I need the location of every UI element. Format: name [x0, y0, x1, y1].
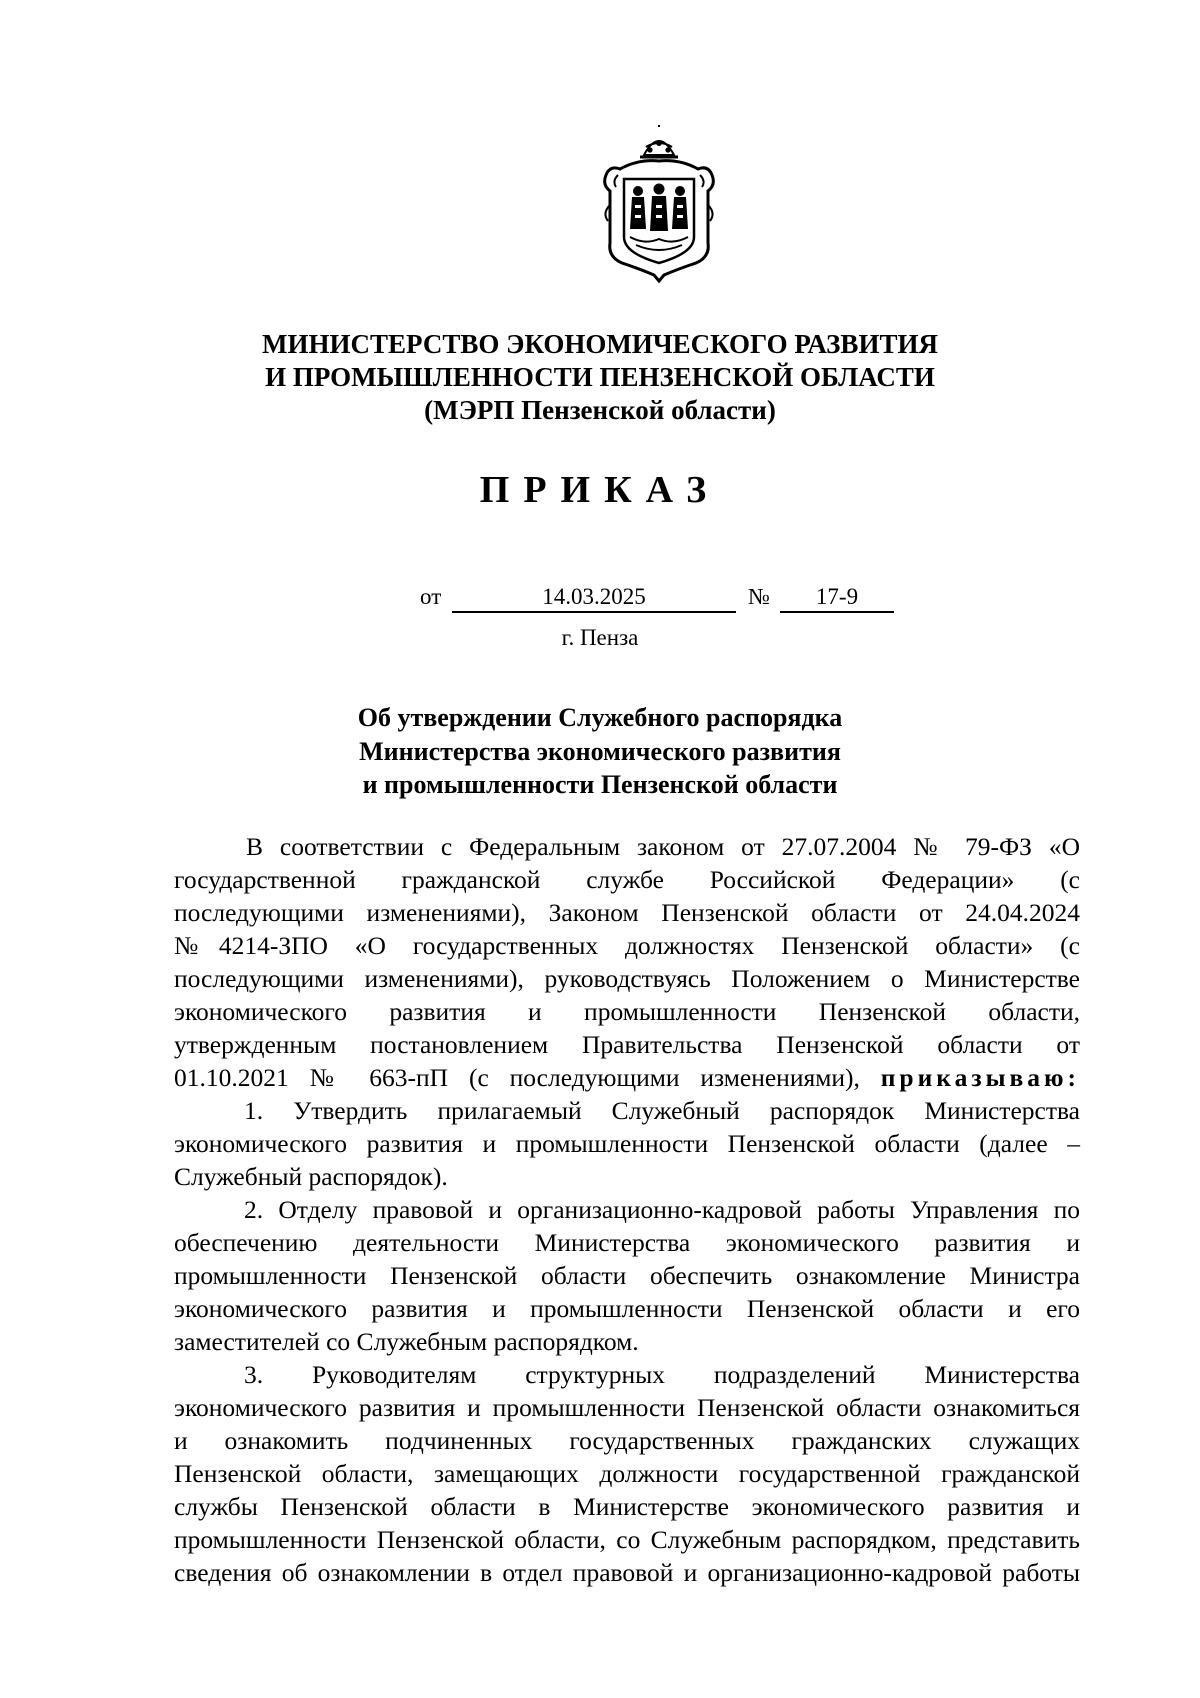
- body-line: Служебный распорядок).: [174, 1162, 448, 1191]
- ministry-abbreviation: (МЭРП Пензенской области): [424, 395, 776, 425]
- ministry-name-line2: И ПРОМЫШЛЕННОСТИ ПЕНЗЕНСКОЙ ОБЛАСТИ: [265, 362, 935, 392]
- body-line: обеспечению деятельности Министерства экономического развития и: [174, 1228, 1080, 1257]
- body-line: государственной гражданской службе Российской Федерации» (с: [174, 865, 1080, 894]
- body-line: 3. Руководителям структурных подразделений Министерства: [244, 1360, 1080, 1389]
- document-type-title: ПРИКАЗ: [479, 469, 721, 511]
- body-line: службы Пензенской области в Министерстве экономического развития и: [174, 1492, 1080, 1521]
- coat-of-arms-emblem: [600, 125, 718, 285]
- subject-line2: Министерства экономического развития: [359, 737, 841, 766]
- subject-line3: и промышленности Пензенской области: [362, 770, 838, 799]
- body-line: утвержденным постановлением Правительства Пензенской области от: [174, 1030, 1080, 1059]
- body-line-text: 01.10.2021 № 663-пП (с последующими изменениями),: [174, 1063, 860, 1092]
- body-line: 1. Утвердить прилагаемый Служебный распорядок Министерства: [244, 1096, 1080, 1125]
- order-word: приказываю:: [880, 1063, 1081, 1092]
- order-number: 17-9: [780, 583, 894, 613]
- subject-line1: Об утверждении Служебного распорядка: [357, 703, 843, 732]
- body-line: В соответствии с Федеральным законом от 27.07.2004 № 79-ФЗ «О: [246, 832, 1080, 861]
- body-line: 2. Отделу правовой и организационно-кадровой работы Управления по: [244, 1195, 1080, 1224]
- date-prefix: от: [420, 584, 442, 609]
- body-line: Пензенской области, замещающих должности государственной гражданской: [174, 1459, 1080, 1488]
- body-line: экономического развития и промышленности Пензенской области,: [174, 997, 1080, 1026]
- body-line: последующими изменениями), Законом Пензенской области от 24.04.2024: [174, 898, 1080, 927]
- body-line: сведения об ознакомлении в отдел правовой и организационно-кадровой работы: [174, 1558, 1080, 1587]
- body-line: экономического развития и промышленности Пензенской области и его: [174, 1294, 1080, 1323]
- ministry-name-line1: МИНИСТЕРСТВО ЭКОНОМИЧЕСКОГО РАЗВИТИЯ: [262, 329, 938, 359]
- order-date: 14.03.2025: [452, 583, 736, 613]
- body-line-with-order-word: [174, 1061, 1080, 1094]
- body-line: промышленности Пензенской области обеспечить ознакомление Министра: [174, 1261, 1080, 1290]
- body-line: промышленности Пензенской области, со Служебным распорядком, представить: [174, 1525, 1080, 1554]
- body-line: экономического развития и промышленности Пензенской области (далее –: [174, 1129, 1080, 1158]
- body-line: заместителей со Служебным распорядком.: [174, 1327, 639, 1356]
- number-prefix: №: [748, 584, 770, 609]
- body-line: №4214-ЗПО «О государственных должностях Пензенской области» (с: [174, 931, 1080, 960]
- body-line: и ознакомить подчиненных государственных гражданских служащих: [174, 1426, 1080, 1455]
- city-name: г. Пенза: [561, 625, 639, 650]
- body-line: экономического развития и промышленности Пензенской области ознакомиться: [174, 1393, 1080, 1422]
- body-line: последующими изменениями), руководствуясь Положением о Министерстве: [174, 964, 1080, 993]
- order-body: [174, 830, 1080, 1589]
